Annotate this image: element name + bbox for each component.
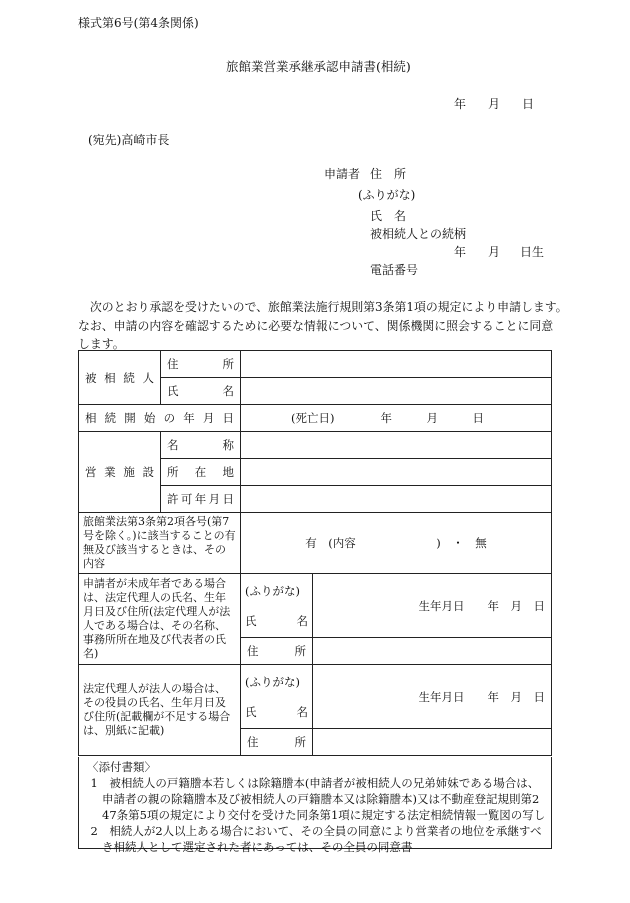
facility-location-label-cell	[161, 459, 241, 486]
corp-label-cell	[79, 665, 241, 756]
inherit-date-field[interactable]	[241, 405, 552, 432]
decedent-label-cell	[79, 351, 161, 405]
applicant-relation-label: 被相続人との続柄	[370, 227, 467, 241]
decedent-address-field[interactable]	[241, 351, 552, 378]
facility-permit-label: 許可年月日	[167, 492, 234, 506]
facility-location-label: 所在地	[167, 465, 234, 479]
decedent-address-label-cell	[161, 351, 241, 378]
decedent-name-label: 氏名	[167, 384, 234, 398]
facility-permit-field[interactable]	[241, 486, 552, 513]
applicant-name-label: 氏 名	[370, 209, 407, 223]
date-month-label: 月	[488, 97, 501, 111]
disqualification-label-cell	[79, 513, 241, 574]
minor-name-field[interactable]	[313, 574, 552, 638]
disqualification-field[interactable]	[241, 513, 552, 574]
attachment-item-1-line-3: 47条第5項の規定により交付を受けた同条第1項に規定する法定相続情報一覧図の写し	[79, 808, 546, 822]
corp-name-label: 氏名	[245, 704, 308, 719]
attachments-heading: 〈添付書類〉	[87, 760, 156, 774]
minor-label-cell	[79, 574, 241, 665]
applicant-phone-label: 電話番号	[370, 263, 419, 277]
minor-address-field[interactable]	[313, 638, 552, 665]
applicant-label: 申請者	[324, 167, 361, 181]
inherit-date-label: 相続開始の年月日	[85, 411, 234, 425]
date-day-label: 日	[522, 97, 535, 111]
facility-name-label: 名称	[167, 438, 234, 452]
disqualification-value: 有 (内容 ) ・ 無	[305, 536, 487, 550]
disqualification-label: 旅館業法第3条第2項各号(第7号を除く。)に該当することの有無及び該当するときは、その内容	[83, 515, 236, 570]
corp-label: 法定代理人が法人の場合は、その役員の氏名、生年月日及び住所(記載欄が不足する場合は、別紙に記載)	[83, 682, 231, 737]
addressee: (宛先)高崎市長	[88, 133, 170, 147]
corp-address-label-cell	[241, 729, 313, 756]
minor-birth-date: 生年月日 年 月 日	[418, 598, 545, 613]
facility-label: 営業施設	[85, 465, 154, 479]
attachment-item-2-line-2: き相続人として選定された者にあっては、その全員の同意書	[79, 840, 413, 854]
attachment-item-1-line-1: 1 被相続人の戸籍謄本若しくは除籍謄本(申請者が被相続人の兄弟姉妹である場合は、	[79, 776, 540, 790]
page-title: 旅館業営業承継承認申請書(相続)	[226, 59, 411, 74]
applicant-furigana-label: (ふりがな)	[358, 188, 416, 202]
corp-address-label: 住所	[247, 735, 306, 749]
corp-furigana-name-label-cell	[241, 665, 313, 729]
intro-line-3: します。	[78, 337, 125, 351]
intro-line-1: 次のとおり承認を受けたいので、旅館業法施行規則第3条第1項の規定により申請します。	[78, 300, 568, 314]
minor-address-label: 住所	[247, 644, 306, 658]
facility-name-label-cell	[161, 432, 241, 459]
decedent-address-label: 住所	[167, 357, 234, 371]
attachment-item-1-line-2: 申請者の親の除籍謄本及び被相続人の戸籍謄本又は除籍謄本)又は不動産登記規則第2	[79, 792, 540, 806]
decedent-label: 被相続人	[85, 370, 154, 385]
decedent-name-field[interactable]	[241, 378, 552, 405]
inherit-date-label-cell	[79, 405, 241, 432]
facility-name-field[interactable]	[241, 432, 552, 459]
inherit-date-value: (死亡日) 年 月 日	[291, 411, 484, 425]
decedent-name-label-cell	[161, 378, 241, 405]
minor-furigana-name-label-cell	[241, 574, 313, 638]
facility-permit-label-cell	[161, 486, 241, 513]
minor-label: 申請者が未成年者である場合は、法定代理人の氏名、生年月日及び住所(法定代理人が法人である場合は、その名称、事務所所在地及び代表者の氏名)	[83, 577, 231, 660]
intro-line-2: なお、申請の内容を確認するために必要な情報について、関係機関に照会することに同意	[78, 319, 554, 333]
corp-name-field[interactable]	[313, 665, 552, 729]
applicant-address-label: 住 所	[370, 167, 407, 181]
corp-furigana-label: (ふりがな)	[245, 674, 300, 689]
minor-furigana-label: (ふりがな)	[245, 583, 300, 598]
applicant-birth-day: 日生	[520, 245, 545, 259]
facility-location-field[interactable]	[241, 459, 552, 486]
minor-name-label: 氏名	[245, 613, 308, 628]
corp-birth-date: 生年月日 年 月 日	[418, 689, 545, 704]
applicant-birth-month: 月	[488, 245, 501, 259]
facility-label-cell	[79, 432, 161, 513]
form-number: 様式第6号(第4条関係)	[78, 16, 199, 30]
date-year-label: 年	[454, 97, 467, 111]
corp-address-field[interactable]	[313, 729, 552, 756]
application-table	[78, 350, 552, 756]
attachment-item-2-line-1: 2 相続人が2人以上ある場合において、その全員の同意により営業者の地位を承継すべ	[79, 824, 542, 838]
attachments-box	[78, 757, 552, 854]
applicant-birth-year: 年	[454, 245, 467, 259]
minor-address-label-cell	[241, 638, 313, 665]
